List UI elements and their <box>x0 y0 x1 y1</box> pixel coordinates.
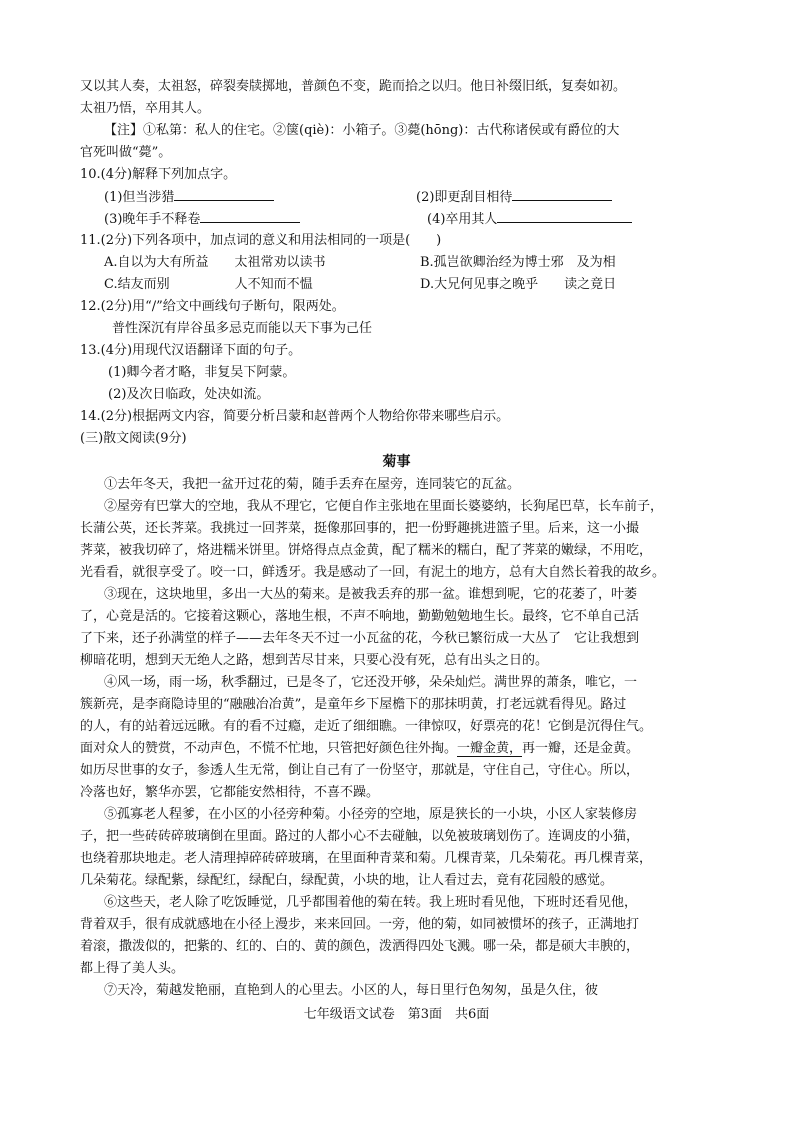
essay-paragraph-line: 也绕着那块地走。老人清理掉碎砖碎玻璃，在里面种青菜和菊。几棵青菜，几朵菊花。再几棵青菜， <box>80 851 653 866</box>
essay-paragraph-line: ⑤孤寡老人程爹，在小区的小径旁种菊。小径旁的空地，原是狭长的一小块，小区人家装修房 <box>104 807 638 822</box>
essay-paragraph-line: ④风一场，雨一场，秋季翻过，已是冬了，它还没开够，朵朵灿烂。满世界的萧条，唯它，一 <box>104 675 638 690</box>
essay-paragraph-line: 的人，有的站着远远瞅。有的看不过瘾，走近了细细瞧。一律惊叹，好票亮的花！它倒是沉得住气。 <box>80 719 653 734</box>
essay-paragraph-line: 了，心竟是活的。它接着这颗心，落地生根，不声不响地，勤勤勉勉地生长。最终，它不单自己活 <box>80 609 640 624</box>
answer-blank[interactable] <box>497 208 632 223</box>
question-13-stem: 13.(4分)用现代汉语翻译下面的句子。 <box>80 343 302 358</box>
question-10-stem: 10.(4分)解释下列加点字。 <box>80 167 237 182</box>
question-11-option-a: A.自以为大有所益 太祖常劝以读书 <box>104 255 326 270</box>
question-12-stem: 12.(2分)用“/”给文中画线句子断句，限两处。 <box>80 299 345 314</box>
essay-paragraph-line: 如历尽世事的女子，参透人生无常，倒让自己有了一份坚守，那就是，守住自己，守住心。所以， <box>80 763 640 778</box>
essay-paragraph-line: ⑦天冷，菊越发艳丽，直艳到人的心里去。小区的人，每日里行色匆匆，虽是久住，彼 <box>104 983 599 998</box>
essay-paragraph-line: ⑥这些天，老人除了吃饭睡觉，几乎都围着他的菊在转。我上班时看见他，下班时还看见他， <box>104 895 638 910</box>
answer-blank[interactable] <box>174 186 274 201</box>
question-11-option-c: C.结友而别 人不知而不愠 <box>104 277 313 292</box>
annotation-note: 官死叫做“薨”。 <box>80 145 172 160</box>
essay-paragraph-line: 都上得了美人头。 <box>80 961 185 976</box>
essay-title: 菊事 <box>382 454 411 470</box>
question-10-item-1 <box>104 186 274 209</box>
item-text: (1)但当涉猎 <box>104 190 175 205</box>
essay-paragraph-line: 长蒲公英，还长荠菜。我挑过一回荠菜，挺像那回事的，把一份野趣挑进篮子里。后来，这一小撮 <box>80 521 640 536</box>
underlined-sentence: 一瓣金黄， <box>457 741 523 756</box>
essay-paragraph-line: 簇新亮，是李商隐诗里的“融融冶冶黄”，是童年乡下屋檐下的那抹明黄，打老远就看得见。路过 <box>80 697 627 712</box>
page-footer: 七年级语文试卷 第3面 共6面 <box>303 1007 490 1022</box>
classical-text-line: 又以其人奏，太祖怒，碎裂奏牍掷地，普颜色不变，跪而拾之以归。他日补缀旧纸，复奏如初。 <box>80 79 627 94</box>
item-text: (4)卒用其人 <box>427 212 498 227</box>
item-text: (2)即更刮目相待 <box>416 190 513 205</box>
question-10-item-3 <box>104 208 300 231</box>
essay-paragraph-line: 着滚，撒泼似的，把紫的、红的、白的、黄的颜色，泼洒得四处飞溅。哪一朵，都是硕大丰腴的， <box>80 939 640 954</box>
essay-paragraph-line: ③现在，这块地里，多出一大丛的菊来。是被我丢弃的那一盆。谁想到呢，它的花萎了，叶萎 <box>104 587 638 602</box>
answer-blank[interactable] <box>512 186 612 201</box>
question-10-item-4 <box>427 208 632 231</box>
essay-paragraph-line: 柳暗花明，想到天无绝人之路，想到苦尽甘来，只要心没有死，总有出头之日的。 <box>80 653 549 668</box>
question-11-stem: 11.(2分)下列各项中，加点词的意义和用法相同的一项是( ) <box>80 233 442 248</box>
annotation-note: 【注】①私第：私人的住宅。②箧(qiè)：小箱子。③薨(hōng)：古代称诸侯或有爵位的大 <box>104 123 620 138</box>
essay-paragraph-line: 了下来，还子孙满堂的样子——去年冬天不过一小瓦盆的花，今秋已繁衍成一大丛了 它让我想到 <box>80 631 640 646</box>
essay-paragraph-line <box>80 738 639 760</box>
essay-paragraph-line: ②屋旁有巴掌大的空地，我从不理它，它便自作主张地在里面长婆婆纳，长狗尾巴草，长车前子， <box>104 499 664 514</box>
question-10-item-2 <box>416 186 612 209</box>
section-heading: (三)散文阅读(9分) <box>80 431 187 446</box>
essay-text: 面对众人的赞赏，不动声色，不慌不忙地，只管把好颜色往外掏。 <box>80 741 458 756</box>
question-14-stem: 14.(2分)根据两文内容，简要分析吕蒙和赵普两个人物给你带来哪些启示。 <box>80 409 510 424</box>
classical-text-line: 太祖乃悟，卒用其人。 <box>80 101 211 116</box>
essay-paragraph-line: 几朵菊花。绿配紫，绿配红，绿配白，绿配黄，小块的地，让人看过去，竟有花园般的感觉。 <box>80 873 614 888</box>
essay-paragraph-line: 荠菜，被我切碎了，烙进糯米饼里。饼烙得点点金黄，配了糯米的糯白，配了荠菜的嫩绿，不用吃， <box>80 543 653 558</box>
essay-paragraph-line: ①去年冬天，我把一盆开过花的菊，随手丢弃在屋旁，连同装它的瓦盆。 <box>104 477 521 492</box>
question-11-option-d: D.大兄何见事之晚乎 读之竟日 <box>420 277 617 292</box>
question-11-option-b: B.孤岂欲卿治经为博士邪 及为相 <box>420 255 616 270</box>
essay-paragraph-line: 光看看，就很享受了。咬一口，鲜透牙。我是感动了一回，有泥土的地方，总有大自然长着我的故乡。 <box>80 565 666 580</box>
essay-paragraph-line: 冷落也好，繁华亦罢，它都能安然相待，不喜不躁。 <box>80 785 380 800</box>
answer-blank[interactable] <box>200 208 300 223</box>
essay-paragraph-line: 子，把一些砖砖碎玻璃倒在里面。路过的人都小心不去碰触，以免被玻璃划伤了。连调皮的小猫， <box>80 829 640 844</box>
item-text: (3)晚年手不释卷 <box>104 212 201 227</box>
essay-text: 再一瓣，还是金黄。 <box>522 741 640 756</box>
essay-paragraph-line: 背着双手，很有成就感地在小径上漫步，来来回回。一旁，他的菊，如同被惯坏的孩子，正满地打 <box>80 917 640 932</box>
question-13-sentence-1: (1)卿今者才略，非复吴下阿蒙。 <box>108 365 296 380</box>
question-12-sentence: 普性深沉有岸谷虽多忌克而能以天下事为己任 <box>112 321 373 336</box>
question-13-sentence-2: (2)及次日临政，处决如流。 <box>108 387 270 402</box>
